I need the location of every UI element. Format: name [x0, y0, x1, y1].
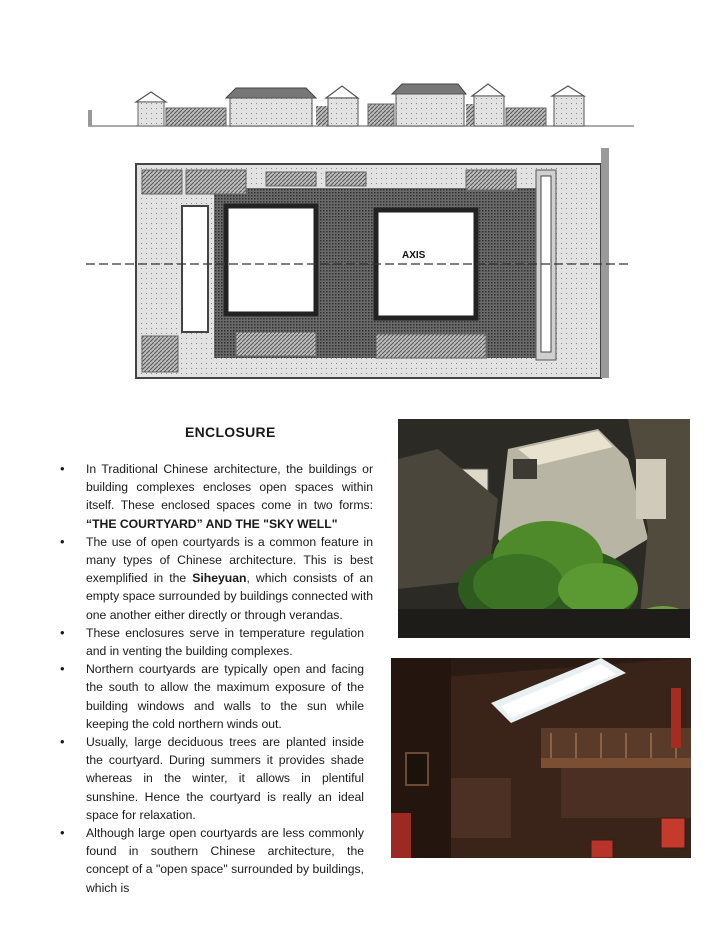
list-item: • These enclosures serve in temperature regulation and in venting the building complexes.	[58, 624, 364, 660]
list-item: • Northern courtyards are typically open and facing the south to allow the maximum exposure of the building windows and walls to the sun while keeping the cold northern winds out.	[58, 660, 364, 733]
list-item: • Although large open courtyards are less commonly found in southern Chinese architecture, the concept of a "open space" surrounded by buildings, which is	[58, 824, 364, 897]
list-item: • In Traditional Chinese architecture, the buildings or building complexes encloses open spaces within itself. These enclosed spaces come in two forms: “THE COURTYARD” AND THE "SKY WELL"	[58, 460, 373, 533]
elevation-drawing	[88, 84, 634, 126]
plan-drawing	[86, 148, 631, 378]
list-item: • The use of open courtyards is a common feature in many types of Chinese architecture. This is best exemplified in the Siheyuan, which consists of an empty space surrounded by buildings connected with one another either directly or through verandas.	[58, 533, 373, 624]
sky-well-photo	[398, 419, 690, 638]
section-heading: ENCLOSURE	[185, 424, 276, 440]
courtyard-interior-photo	[391, 658, 691, 858]
axis-label: AXIS	[402, 250, 426, 261]
list-item: • Usually, large deciduous trees are planted inside the courtyard. During summers it provides shade whereas in the winter, it allows in plentiful sunshine. Hence the courtyard is really an ideal space for relaxation.	[58, 733, 364, 824]
bullet-list	[58, 460, 373, 897]
courtyard-plan-drawing	[86, 78, 636, 388]
